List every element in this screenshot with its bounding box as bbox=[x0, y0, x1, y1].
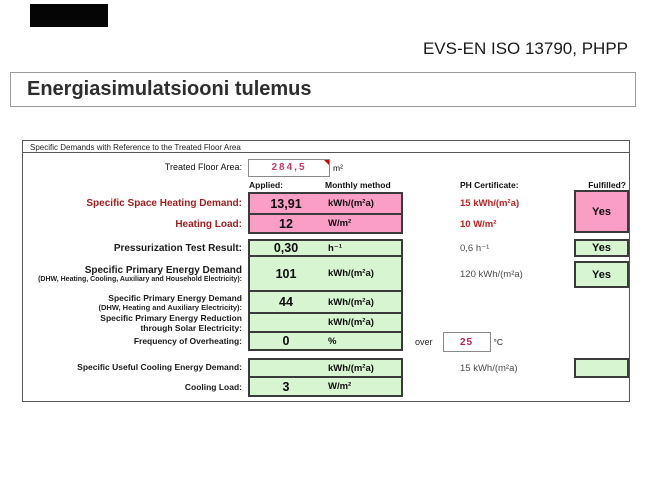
table-row bbox=[23, 378, 629, 397]
standard-reference: EVS-EN ISO 13790, PHPP bbox=[422, 39, 628, 58]
ph-certificate-value: 120 kWh/(m²a) bbox=[460, 269, 523, 280]
section-header: Specific Demands with Reference to the Treated Floor Area bbox=[23, 141, 629, 153]
page-title: Energiasimulatsiooni tulemus bbox=[27, 78, 312, 100]
column-headers bbox=[23, 180, 629, 192]
results-table bbox=[22, 140, 630, 402]
unit-label: W/m² bbox=[328, 381, 352, 392]
table-row bbox=[23, 333, 629, 351]
treated-floor-area-unit: m² bbox=[333, 162, 343, 173]
row-label bbox=[23, 294, 248, 312]
unit-label: kWh/(m²a) bbox=[328, 268, 374, 279]
ph-certificate-value: 15 kWh/(m²a) bbox=[460, 362, 518, 374]
cell-value: 12 bbox=[279, 216, 293, 231]
comment-marker-icon bbox=[324, 160, 329, 165]
fulfilled-badge-heating: Yes bbox=[574, 190, 629, 233]
unit-label: % bbox=[328, 335, 337, 347]
row-label: Cooling Load: bbox=[184, 381, 242, 392]
overheating-threshold-value: 25 bbox=[459, 336, 474, 348]
unit-label: kWh/(m²a) bbox=[328, 296, 374, 308]
value-cell bbox=[248, 331, 403, 351]
overheating-threshold-unit: °C bbox=[493, 337, 504, 347]
row-label: Pressurization Test Result: bbox=[113, 242, 242, 254]
value-cell bbox=[248, 376, 403, 397]
row-label-sub: through Solar Electricity: bbox=[140, 322, 242, 333]
table-row bbox=[23, 358, 629, 378]
col-header-ph-certificate: PH Certificate: bbox=[460, 180, 519, 190]
cell-value: 3 bbox=[282, 379, 290, 394]
treated-floor-area-label: Treated Floor Area: bbox=[164, 161, 242, 172]
treated-floor-area-row bbox=[23, 155, 629, 180]
ph-certificate-value: 15 kWh/(m²a) bbox=[460, 198, 520, 209]
slide-corner-mark bbox=[30, 4, 108, 27]
cell-value: 44 bbox=[279, 295, 293, 309]
unit-label: kWh/(m²a) bbox=[328, 317, 374, 328]
row-label-sub: (DHW, Heating, Cooling, Auxiliary and Household Electricity): bbox=[38, 276, 242, 284]
fulfilled-badge-primary-energy: Yes bbox=[574, 261, 629, 288]
cell-value: 0 bbox=[282, 334, 290, 348]
col-header-method: Monthly method bbox=[325, 180, 391, 190]
ph-certificate-value: 10 W/m² bbox=[460, 219, 497, 230]
overheating-threshold bbox=[415, 332, 503, 352]
fulfilled-badge-pressurization: Yes bbox=[574, 239, 629, 257]
col-header-fulfilled: Fulfilled? bbox=[588, 180, 626, 190]
value-cell bbox=[248, 255, 403, 292]
value-cell bbox=[248, 312, 403, 333]
row-label: Heating Load: bbox=[175, 219, 242, 230]
value-cell bbox=[248, 358, 403, 378]
row-label-main: Specific Primary Energy Demand bbox=[84, 265, 242, 277]
row-label-main: Specific Primary Energy Reduction bbox=[100, 313, 242, 324]
title-box bbox=[10, 72, 636, 107]
overheating-threshold-input[interactable] bbox=[443, 332, 491, 352]
table-rows bbox=[23, 192, 629, 397]
unit-label: W/m² bbox=[328, 218, 352, 229]
row-label bbox=[23, 265, 248, 284]
treated-floor-area-value: 284,5 bbox=[271, 162, 307, 173]
ph-certificate-value: 0,6 h⁻¹ bbox=[460, 242, 490, 254]
value-cell bbox=[248, 192, 403, 215]
row-label-sub: (DHW, Heating and Auxiliary Electricity): bbox=[98, 302, 242, 312]
treated-floor-area-input[interactable] bbox=[248, 159, 330, 177]
unit-label: kWh/(m²a) bbox=[328, 362, 374, 374]
value-cell bbox=[248, 213, 403, 234]
fulfilled-badge-cooling bbox=[574, 358, 629, 378]
value-cell bbox=[248, 290, 403, 314]
row-label bbox=[23, 314, 248, 333]
row-label: Specific Useful Cooling Energy Demand: bbox=[77, 362, 242, 373]
row-spacer bbox=[23, 351, 629, 358]
unit-label: h⁻¹ bbox=[328, 242, 342, 254]
col-header-applied: Applied: bbox=[249, 180, 283, 190]
cell-value: 13,91 bbox=[270, 196, 302, 211]
cell-value: 0,30 bbox=[273, 241, 299, 255]
row-label: Frequency of Overheating: bbox=[133, 336, 242, 347]
unit-label: kWh/(m²a) bbox=[328, 198, 374, 209]
cell-value: 101 bbox=[275, 266, 297, 281]
row-label: Specific Space Heating Demand: bbox=[86, 198, 242, 209]
table-row bbox=[23, 215, 629, 234]
table-row bbox=[23, 192, 629, 215]
table-row bbox=[23, 257, 629, 292]
table-row bbox=[23, 292, 629, 314]
row-label-main: Specific Primary Energy Demand bbox=[108, 293, 242, 304]
over-label: over bbox=[415, 337, 433, 347]
